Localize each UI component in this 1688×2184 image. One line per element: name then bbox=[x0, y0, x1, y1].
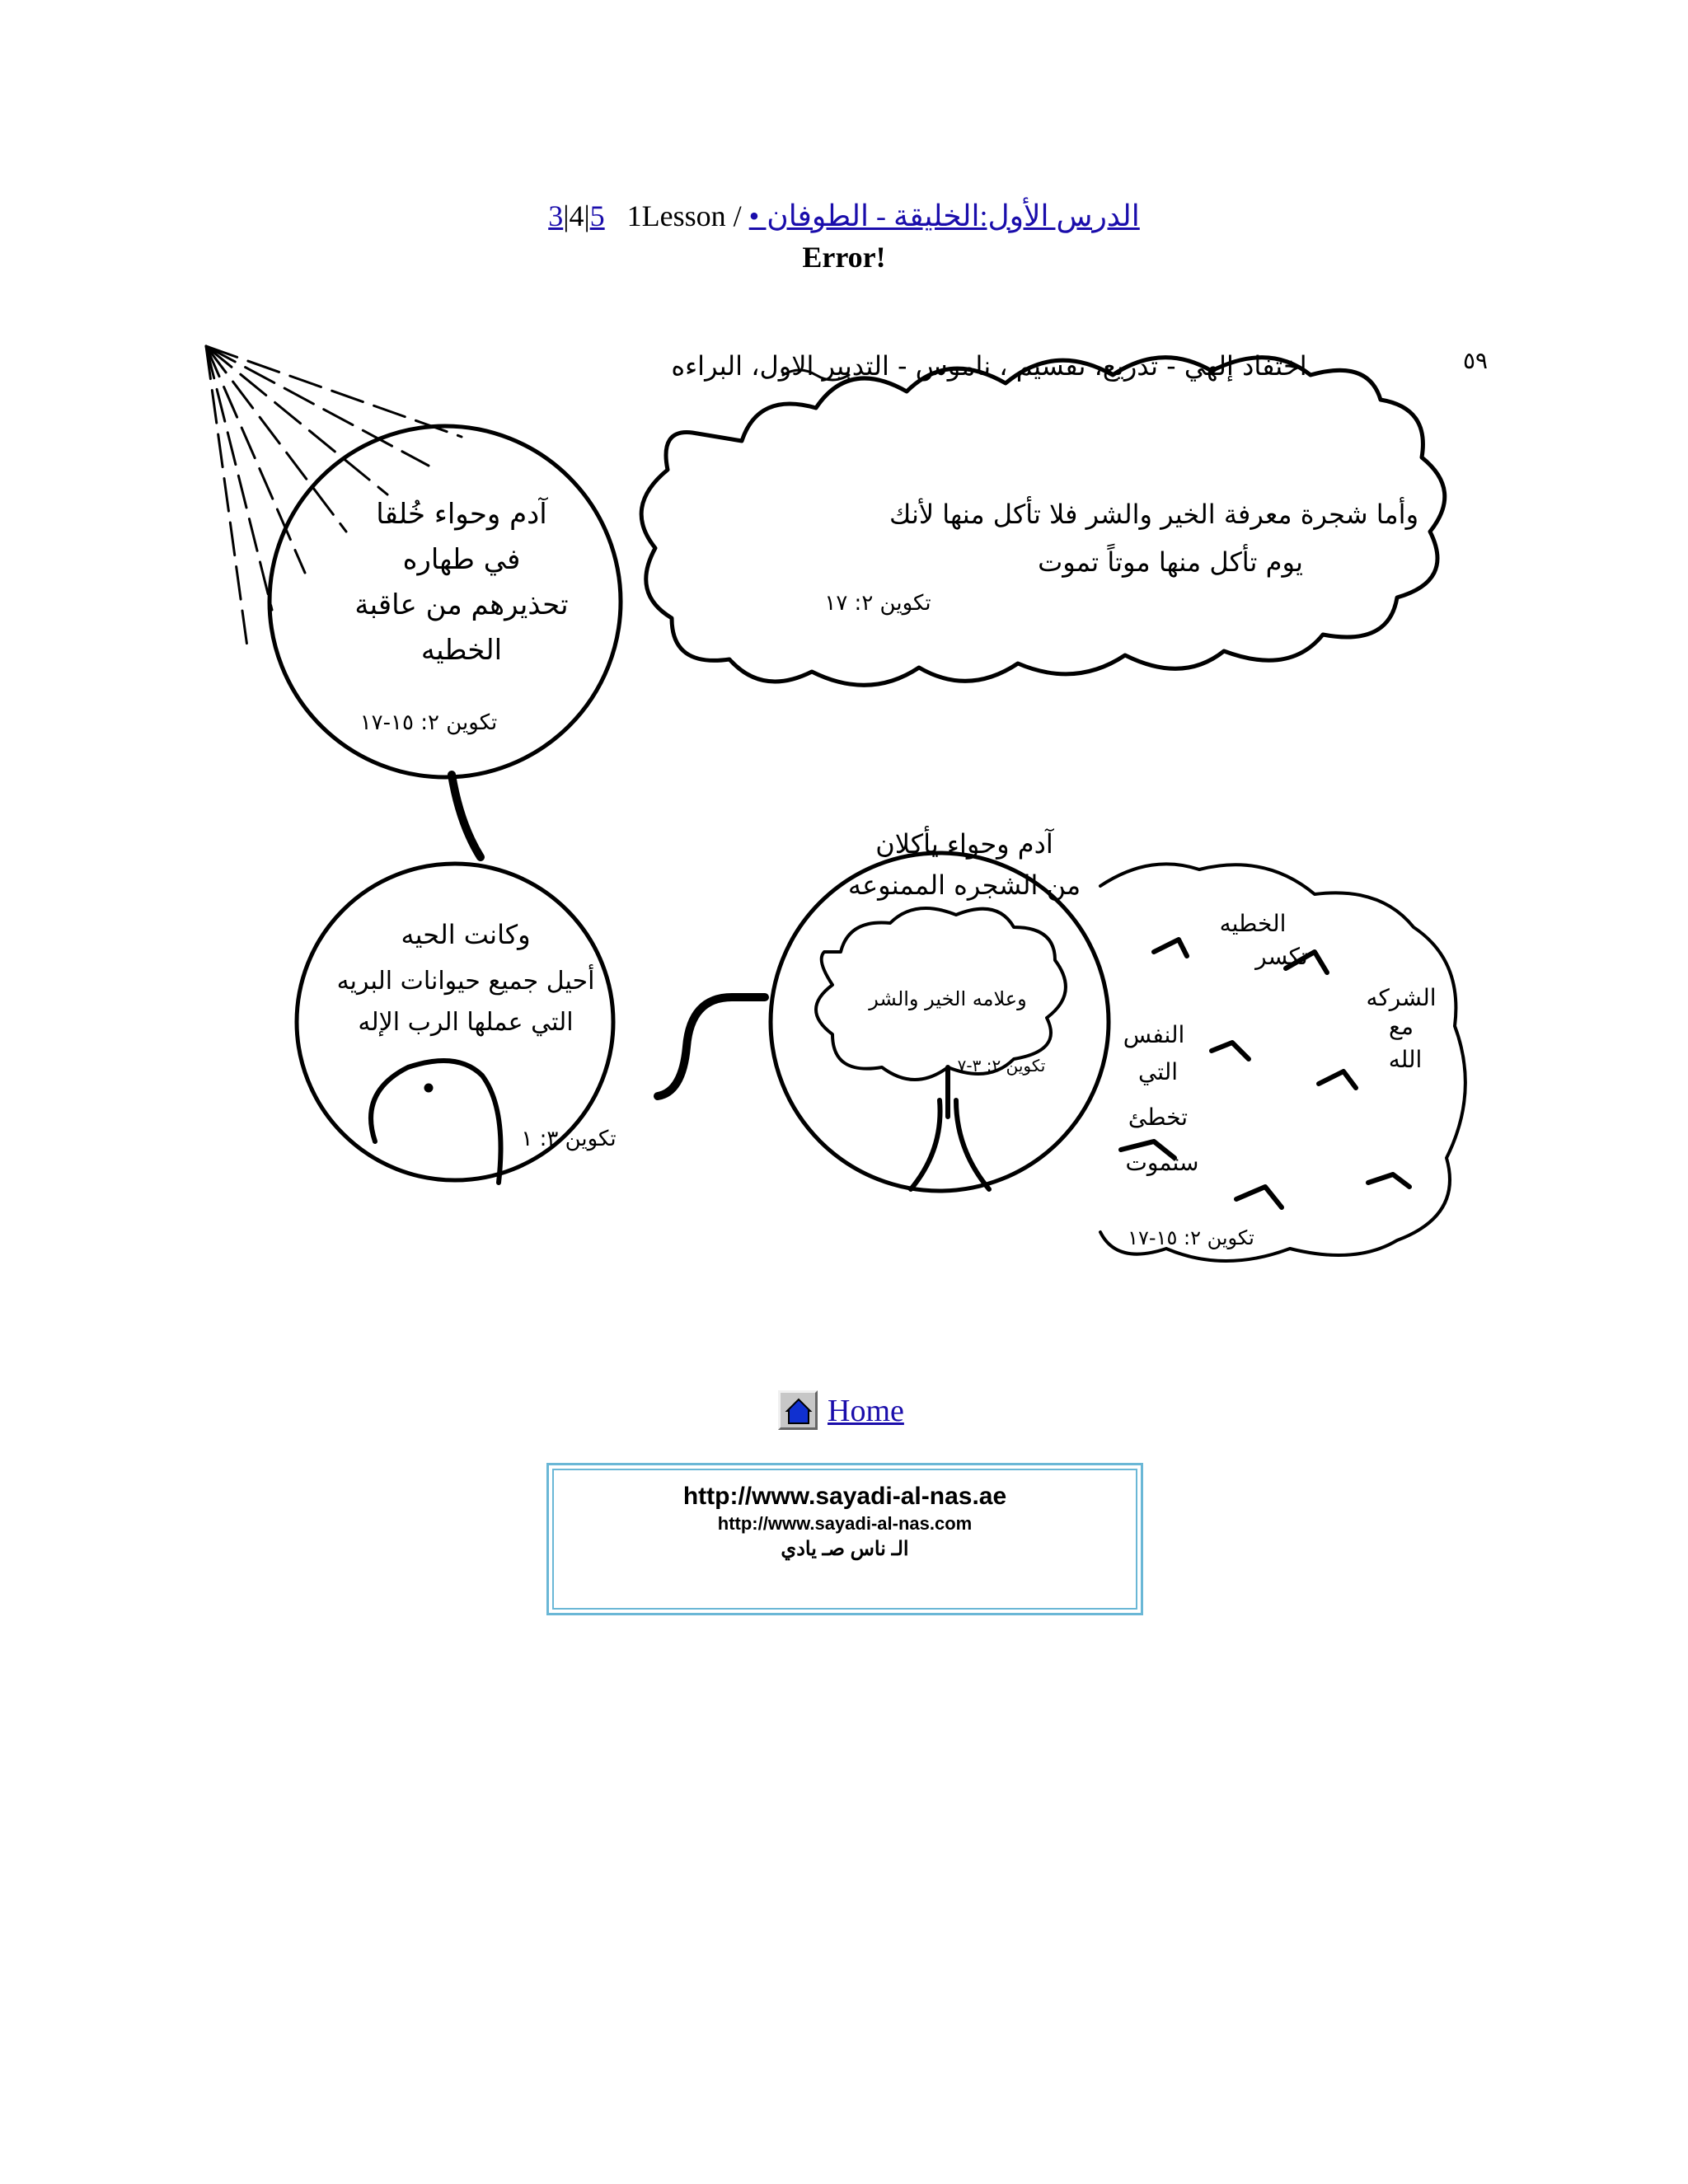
mountain-word-4: مع bbox=[1389, 1013, 1414, 1040]
diagram-page-number: ٥٩ bbox=[1462, 347, 1489, 374]
mountain-word-1: الخطيه bbox=[1219, 910, 1287, 937]
mountain-word-8: تخطئ bbox=[1128, 1104, 1189, 1131]
site-url-secondary: http://www.sayadi-al-nas.com bbox=[717, 1513, 973, 1534]
fall-line-2: من الشجره الممنوعه bbox=[847, 869, 1081, 901]
lesson-navigation bbox=[0, 198, 1688, 234]
lesson-title-link[interactable]: الدرس الأول:الخليقة - الطوفان • bbox=[748, 199, 1140, 232]
innocence-line-3: تحذيرهم من عاقبة bbox=[354, 588, 569, 621]
site-info-inner bbox=[552, 1469, 1137, 1610]
page-link-5[interactable]: 5 bbox=[589, 199, 605, 232]
diagram-heading: اختفاد إلهي - تدزيع، تقسيم ، ناموس - التدبير الاول، البراءه bbox=[671, 350, 1307, 382]
innocence-line-1: آدم وحواء خُلقا bbox=[376, 498, 547, 531]
site-url-primary: http://www.sayadi-al-nas.ae bbox=[682, 1483, 1007, 1510]
site-info-box bbox=[546, 1463, 1143, 1615]
innocence-reference: تكوين ٢: ١٥-١٧ bbox=[359, 710, 498, 735]
error-title: Error! bbox=[802, 241, 886, 274]
cloud-line-1: وأما شجرة معرفة الخير والشر فلا تأكل منها لأنك bbox=[889, 499, 1419, 530]
cloud-reference: تكوين ٢: ١٧ bbox=[824, 591, 931, 616]
hand-drawn-diagram bbox=[0, 326, 1688, 1298]
cloud-line-2: يوم تأكل منها موتاً تموت bbox=[1038, 546, 1303, 578]
serpent-line-2: أحيل جميع حيوانات البريه bbox=[336, 967, 595, 996]
lesson-label: 1Lesson bbox=[626, 199, 726, 232]
home-link-group[interactable] bbox=[778, 1372, 904, 1430]
mountain-word-5: الله bbox=[1388, 1046, 1423, 1073]
mountain-reference: تكوين ٢: ١٥-١٧ bbox=[1128, 1226, 1254, 1249]
mountain-word-7: التي bbox=[1137, 1058, 1179, 1085]
serpent-line-3: التي عملها الرب الإله bbox=[358, 1008, 574, 1037]
mountain-word-6: النفس bbox=[1123, 1021, 1185, 1048]
mountain-word-2: تكسر bbox=[1255, 943, 1308, 970]
title-slash: / bbox=[733, 199, 742, 232]
mountain-word-3: الشركه bbox=[1366, 984, 1437, 1011]
serpent-line-1: وكانت الحيه bbox=[401, 919, 531, 950]
fall-line-1: آدم وحواء يأكلان bbox=[875, 828, 1053, 860]
tree-label: وعلامه الخير والشر bbox=[869, 987, 1027, 1010]
site-arabic-name: الـ ناس صـ يادي bbox=[781, 1538, 909, 1560]
home-link[interactable]: Home bbox=[828, 1394, 904, 1428]
tree-reference: تكوين ٢: ٣-٧ bbox=[957, 1056, 1046, 1076]
innocence-line-4: الخطيه bbox=[420, 634, 503, 667]
serpent-reference: تكوين ٣: ١ bbox=[521, 1127, 617, 1151]
page-separator: | bbox=[563, 199, 570, 232]
home-icon[interactable] bbox=[778, 1390, 818, 1430]
mountain-word-9: ستموت bbox=[1125, 1149, 1199, 1176]
page-separator: | bbox=[584, 199, 590, 232]
innocence-line-2: في طهاره bbox=[402, 543, 521, 576]
page-current-4: 4 bbox=[569, 199, 584, 232]
page-link-3[interactable]: 3 bbox=[548, 199, 564, 232]
